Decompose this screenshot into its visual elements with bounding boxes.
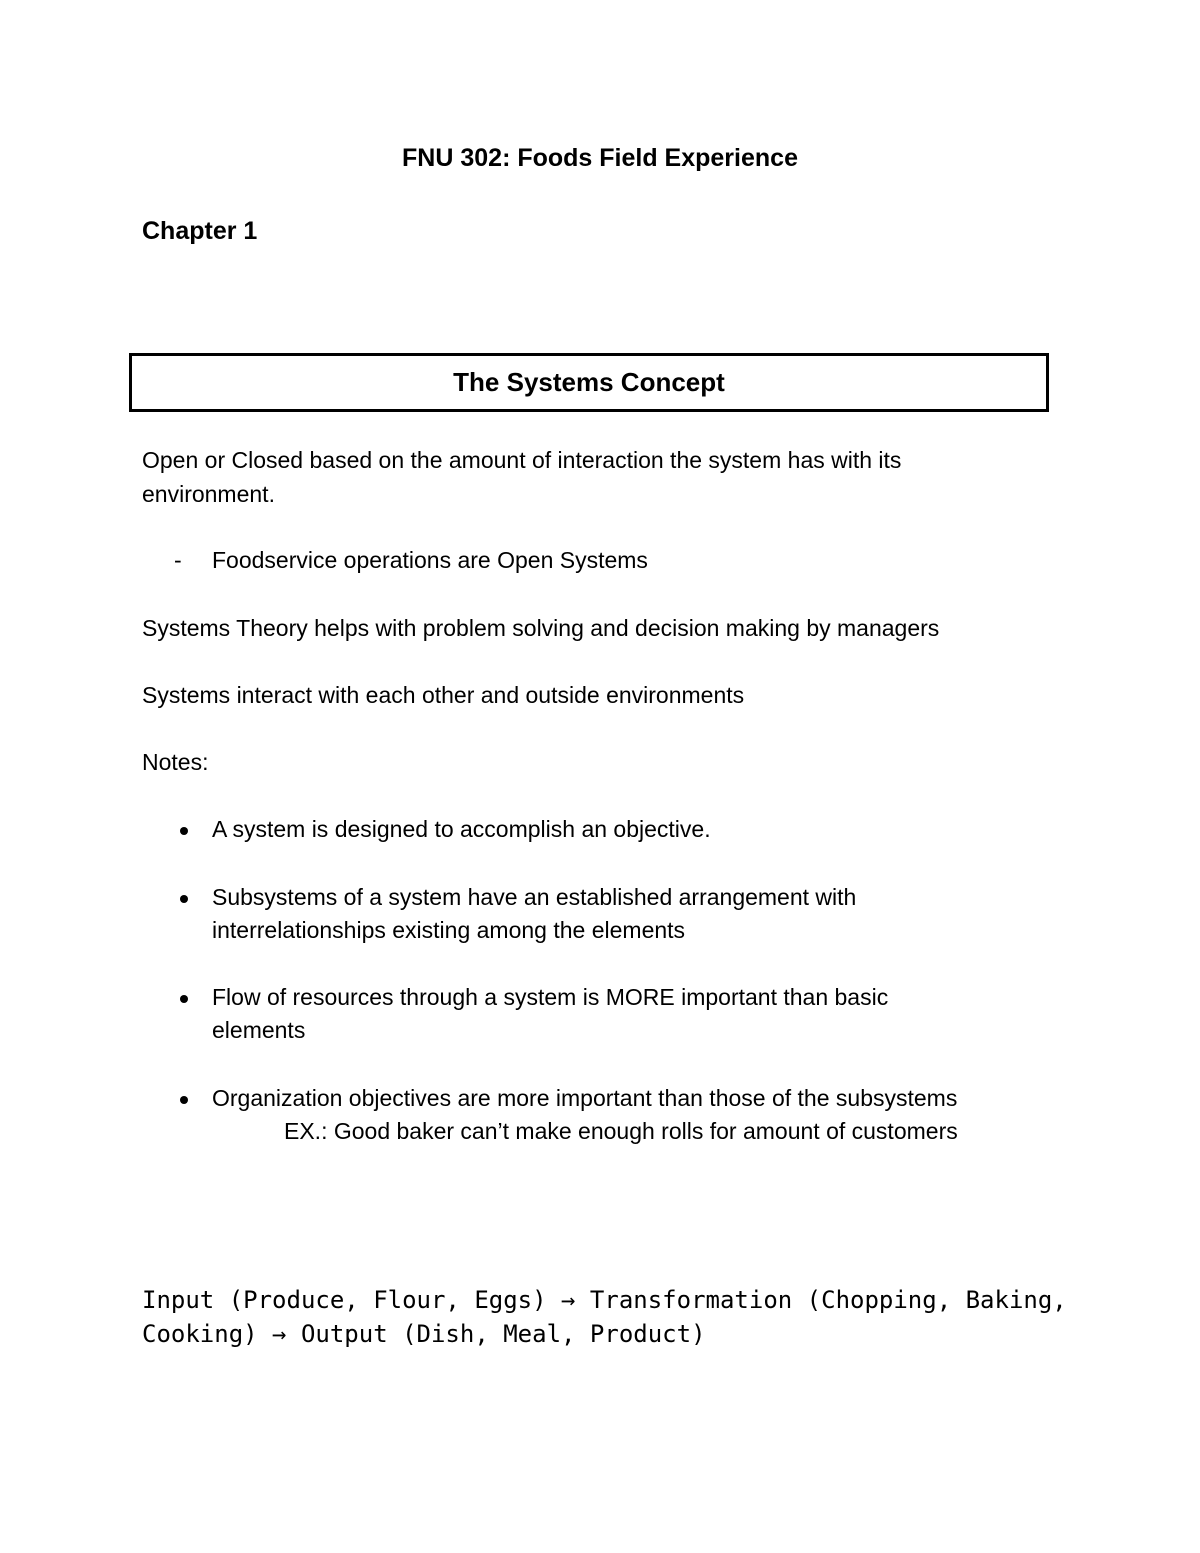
- intro-line-1: Open or Closed based on the amount of interaction the system has with its: [142, 447, 902, 473]
- note-2-line-1: Subsystems of a system have an established arrangement with: [212, 884, 857, 910]
- note-2-line-2: interrelationships existing among the elements: [212, 917, 686, 943]
- notes-label: Notes:: [142, 749, 209, 775]
- example-text: EX.: Good baker can’t make enough rolls for amount of customers: [284, 1118, 958, 1144]
- dash-item-text: Foodservice operations are Open Systems: [212, 547, 648, 573]
- bullet-icon: [180, 827, 188, 835]
- course-title: FNU 302: Foods Field Experience: [402, 144, 798, 172]
- bullet-icon: [180, 895, 188, 903]
- intro-line-2: environment.: [142, 481, 275, 507]
- statement-systems-theory: Systems Theory helps with problem solving and decision making by managers: [142, 615, 940, 641]
- statement-systems-interact: Systems interact with each other and outside environments: [142, 682, 745, 708]
- chapter-heading: Chapter 1: [142, 217, 258, 245]
- section-title-box: [129, 353, 1049, 412]
- note-4-line-1: Organization objectives are more important than those of the subsystems: [212, 1085, 958, 1111]
- bullet-icon: [180, 995, 188, 1003]
- flow-line-2: Cooking) → Output (Dish, Meal, Product): [142, 1320, 706, 1348]
- note-1-line-1: A system is designed to accomplish an objective.: [212, 816, 711, 842]
- dash-marker: -: [174, 547, 182, 573]
- bullet-icon: [180, 1096, 188, 1104]
- flow-line-1: Input (Produce, Flour, Eggs) → Transformation (Chopping, Baking,: [142, 1286, 1067, 1314]
- note-3-line-2: elements: [212, 1017, 306, 1043]
- note-3-line-1: Flow of resources through a system is MORE important than basic: [212, 984, 889, 1010]
- section-title: The Systems Concept: [453, 367, 725, 397]
